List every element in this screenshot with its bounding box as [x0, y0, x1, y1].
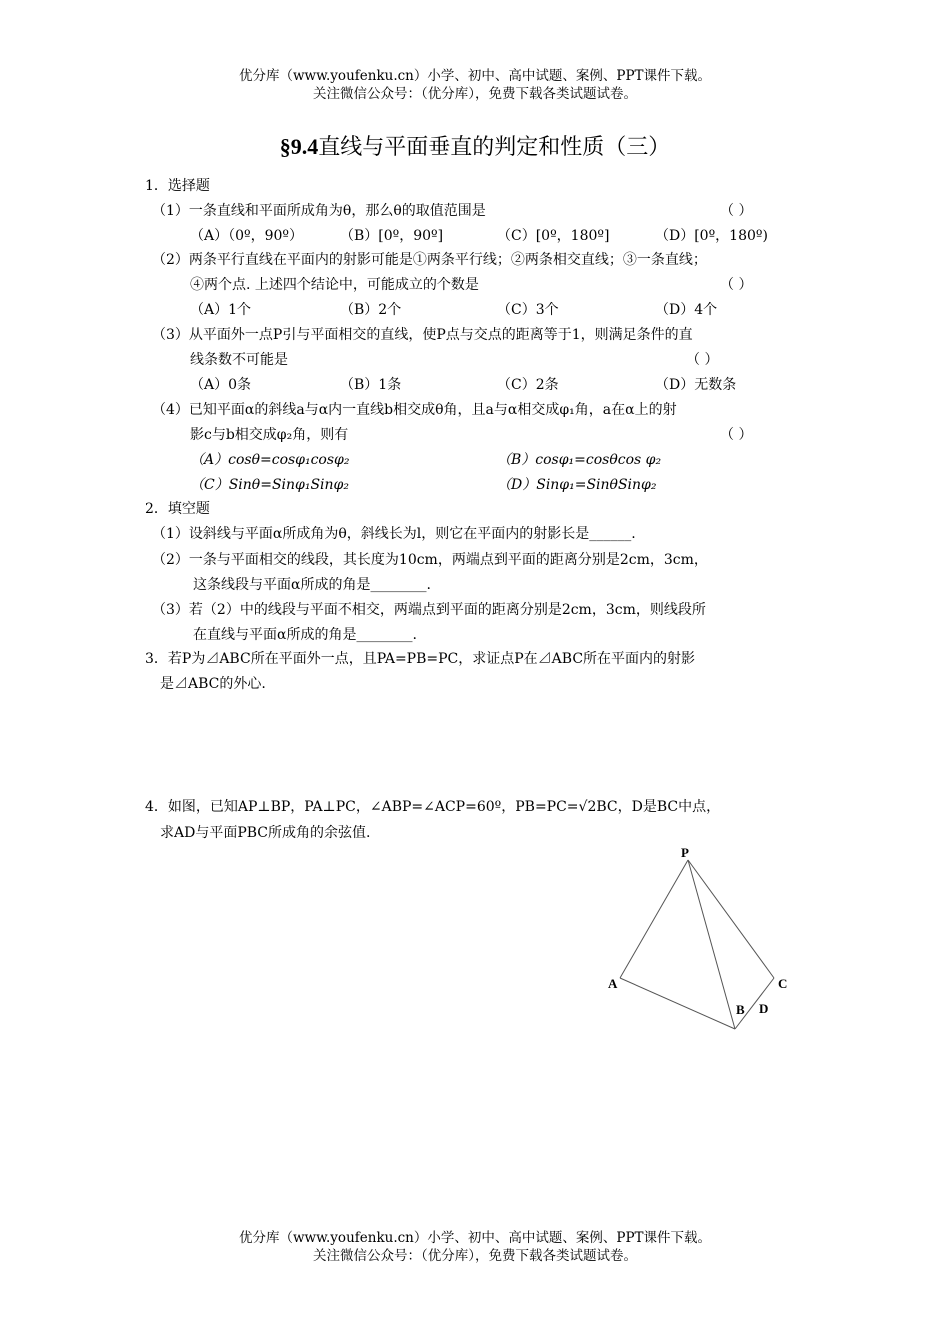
q3-option-c: （C）2条 [497, 377, 559, 393]
footer-line-1: 优分库（www.youfenku.cn）小学、初中、高中试题、案例、PPT课件下载。 [238, 1230, 712, 1246]
q1-option-c: （C）[0º，180º] [497, 228, 610, 244]
label-b: B [736, 1002, 745, 1017]
q3-option-d: （D）无数条 [655, 377, 737, 393]
q2-option-c: （C）3个 [497, 302, 559, 318]
fill-q2-line-1: （2）一条与平面相交的线段，其长度为10cm，两端点到平面的距离分别是2cm，3cm， [152, 552, 708, 568]
label-a: A [608, 976, 618, 991]
q2-stem-line-2: ④两个点. 上述四个结论中，可能成立的个数是 [190, 277, 479, 293]
q4-option-b: （B）cosφ₁=cosθcos φ₂ [497, 452, 662, 468]
q4-option-a: （A）cosθ=cosφ₁cosφ₂ [190, 452, 350, 468]
title-text: 直线与平面垂直的判定和性质（三） [318, 135, 671, 160]
fill-q3-line-1: （3）若（2）中的线段与平面不相交，两端点到平面的距离分别是2cm，3cm，则线段所 [152, 602, 706, 618]
label-d: D [759, 1001, 769, 1016]
q4-stem-line-1: （4）已知平面α的斜线a与α内一直线b相交成θ角，且a与α相交成φ₁角，a在α上的射 [152, 402, 677, 418]
q1-stem: （1）一条直线和平面所成角为θ，那么θ的取值范围是 [152, 203, 486, 219]
section-2-heading: 2．填空题 [145, 501, 210, 517]
page-title [0, 133, 950, 162]
fill-q1: （1）设斜线与平面α所成角为θ，斜线长为l，则它在平面内的射影长是______. [152, 526, 636, 542]
title-section-number: §9.4 [279, 134, 319, 159]
q3-option-b: （B）1条 [340, 377, 402, 393]
q3-option-a: （A）0条 [190, 377, 252, 393]
q3-stem-line-1: （3）从平面外一点P引与平面相交的直线，使P点与交点的距离等于1，则满足条件的直 [152, 327, 693, 343]
q2-option-d: （D）4个 [655, 302, 718, 318]
q4-option-c: （C）Sinθ=Sinφ₁Sinφ₂ [190, 477, 349, 493]
q3-stem-line-2: 线条数不可能是 [190, 352, 288, 368]
fill-q3-line-2: 在直线与平面α所成的角是________. [193, 627, 417, 643]
q1-option-b: （B）[0º，90º] [340, 228, 444, 244]
q4-stem-line-2: 影c与b相交成φ₂角，则有 [190, 427, 349, 443]
footer-line-2: 关注微信公众号：（优分库），免费下载各类试题试卷。 [313, 1248, 637, 1264]
problem-4-line-1: 4．如图，已知AP⊥BP，PA⊥PC，∠ABP=∠ACP=60º，PB=PC=√2BC，D是BC中点， [145, 799, 721, 815]
section-1-heading: 1．选择题 [145, 178, 210, 194]
problem-4-line-2: 求AD与平面PBC所成角的余弦值. [160, 825, 371, 841]
edge-pb [688, 860, 735, 1029]
edge-ab [620, 978, 735, 1029]
q2-bracket: （ ） [720, 277, 753, 293]
q1-option-d: （D）[0º，180º) [655, 228, 768, 244]
tetrahedron-figure [590, 838, 810, 1038]
problem-3-line-1: 3．若P为⊿ABC所在平面外一点，且PA=PB=PC，求证点P在⊿ABC所在平面内的射影 [145, 651, 696, 667]
header-line-2: 关注微信公众号：（优分库），免费下载各类试题试卷。 [313, 86, 637, 102]
label-p: P [681, 845, 689, 860]
fill-q2-line-2: 这条线段与平面α所成的角是________. [193, 577, 431, 593]
q1-bracket: （ ） [720, 203, 753, 219]
q1-option-a: （A）（0º，90º） [190, 228, 303, 244]
problem-3-line-2: 是⊿ABC的外心. [160, 676, 266, 692]
q4-bracket: （ ） [720, 427, 753, 443]
q2-stem-line-1: （2）两条平行直线在平面内的射影可能是①两条平行线；②两条相交直线；③一条直线； [152, 252, 707, 268]
q2-option-a: （A）1个 [190, 302, 252, 318]
q4-option-d: （D）Sinφ₁=SinθSinφ₂ [497, 477, 657, 493]
header-line-1: 优分库（www.youfenku.cn）小学、初中、高中试题、案例、PPT课件下载。 [238, 68, 712, 84]
label-c: C [778, 976, 788, 991]
q3-bracket: （ ） [686, 352, 719, 368]
edge-pc [688, 860, 774, 978]
q2-option-b: （B）2个 [340, 302, 402, 318]
edge-pa [620, 860, 688, 978]
